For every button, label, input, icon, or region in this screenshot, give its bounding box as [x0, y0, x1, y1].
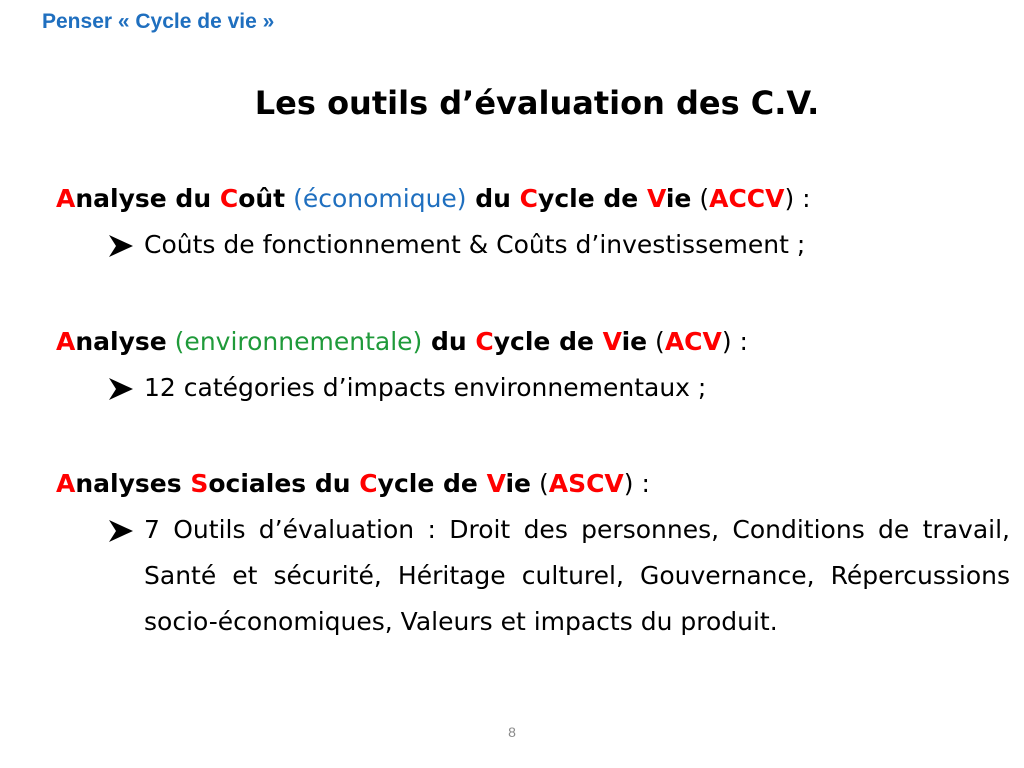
heading-text: du: [466, 184, 520, 213]
heading-text: nalyses: [75, 469, 191, 498]
bullet-item: [56, 365, 1010, 411]
arrow-bullet-icon: [108, 507, 138, 553]
heading-letter: A: [56, 327, 76, 356]
heading-letter: C: [519, 184, 539, 213]
heading-paren: (: [531, 469, 549, 498]
heading-qualifier: (environnementale): [166, 327, 423, 356]
heading-text: nalyse du: [75, 184, 220, 213]
heading-letter: A: [56, 469, 76, 498]
heading-text: ycle de: [493, 327, 603, 356]
section-accv: [56, 176, 1010, 268]
arrow-bullet-icon: [108, 222, 138, 268]
section-heading-ascv: [56, 461, 1010, 507]
section-acv: [56, 319, 1010, 411]
heading-letter: C: [475, 327, 494, 356]
section-heading-acv: [56, 319, 1010, 365]
section-ascv: [56, 461, 1010, 645]
bullet-text: 7 Outils d’évaluation : Droit des personnes, Conditions de travail, Santé et sécurité, Héritage culturel, Gouvernance, Répercussions socio-économiques, Valeurs et impacts du produit.: [144, 515, 1010, 636]
arrow-bullet-icon: [108, 365, 138, 411]
section-heading-accv: [56, 176, 1010, 222]
bullet-text: 12 catégories d’impacts environnementaux ;: [144, 373, 707, 402]
heading-text: ycle de: [377, 469, 487, 498]
heading-acronym: ACCV: [709, 184, 785, 213]
heading-text: nalyse: [75, 327, 167, 356]
heading-text: ie: [621, 327, 648, 356]
heading-letter: A: [56, 184, 76, 213]
heading-letter: V: [646, 184, 666, 213]
bullet-text: Coûts de fonctionnement & Coûts d’investissement ;: [144, 230, 806, 259]
heading-text: oût: [238, 184, 286, 213]
heading-acronym: ACV: [664, 327, 722, 356]
heading-paren: ) :: [721, 327, 748, 356]
heading-text: ociales du: [208, 469, 360, 498]
heading-letter: V: [602, 327, 622, 356]
bullet-item: [56, 222, 1010, 268]
heading-text: ie: [665, 184, 692, 213]
heading-letter: C: [219, 184, 239, 213]
heading-paren: (: [647, 327, 665, 356]
header-title: Penser « Cycle de vie »: [42, 10, 275, 33]
heading-paren: (: [691, 184, 710, 213]
heading-letter: S: [190, 469, 209, 498]
heading-paren: ) :: [623, 469, 650, 498]
heading-text: ie: [505, 469, 532, 498]
heading-paren: ) :: [784, 184, 811, 213]
heading-text: ycle de: [538, 184, 647, 213]
page-number: 8: [508, 724, 516, 740]
heading-text: du: [422, 327, 476, 356]
slide-title: Les outils d’évaluation des C.V.: [254, 84, 820, 122]
heading-letter: C: [359, 469, 378, 498]
heading-qualifier: (économique): [285, 184, 467, 213]
bullet-item: [56, 507, 1010, 645]
heading-acronym: ASCV: [548, 469, 624, 498]
heading-letter: V: [486, 469, 506, 498]
